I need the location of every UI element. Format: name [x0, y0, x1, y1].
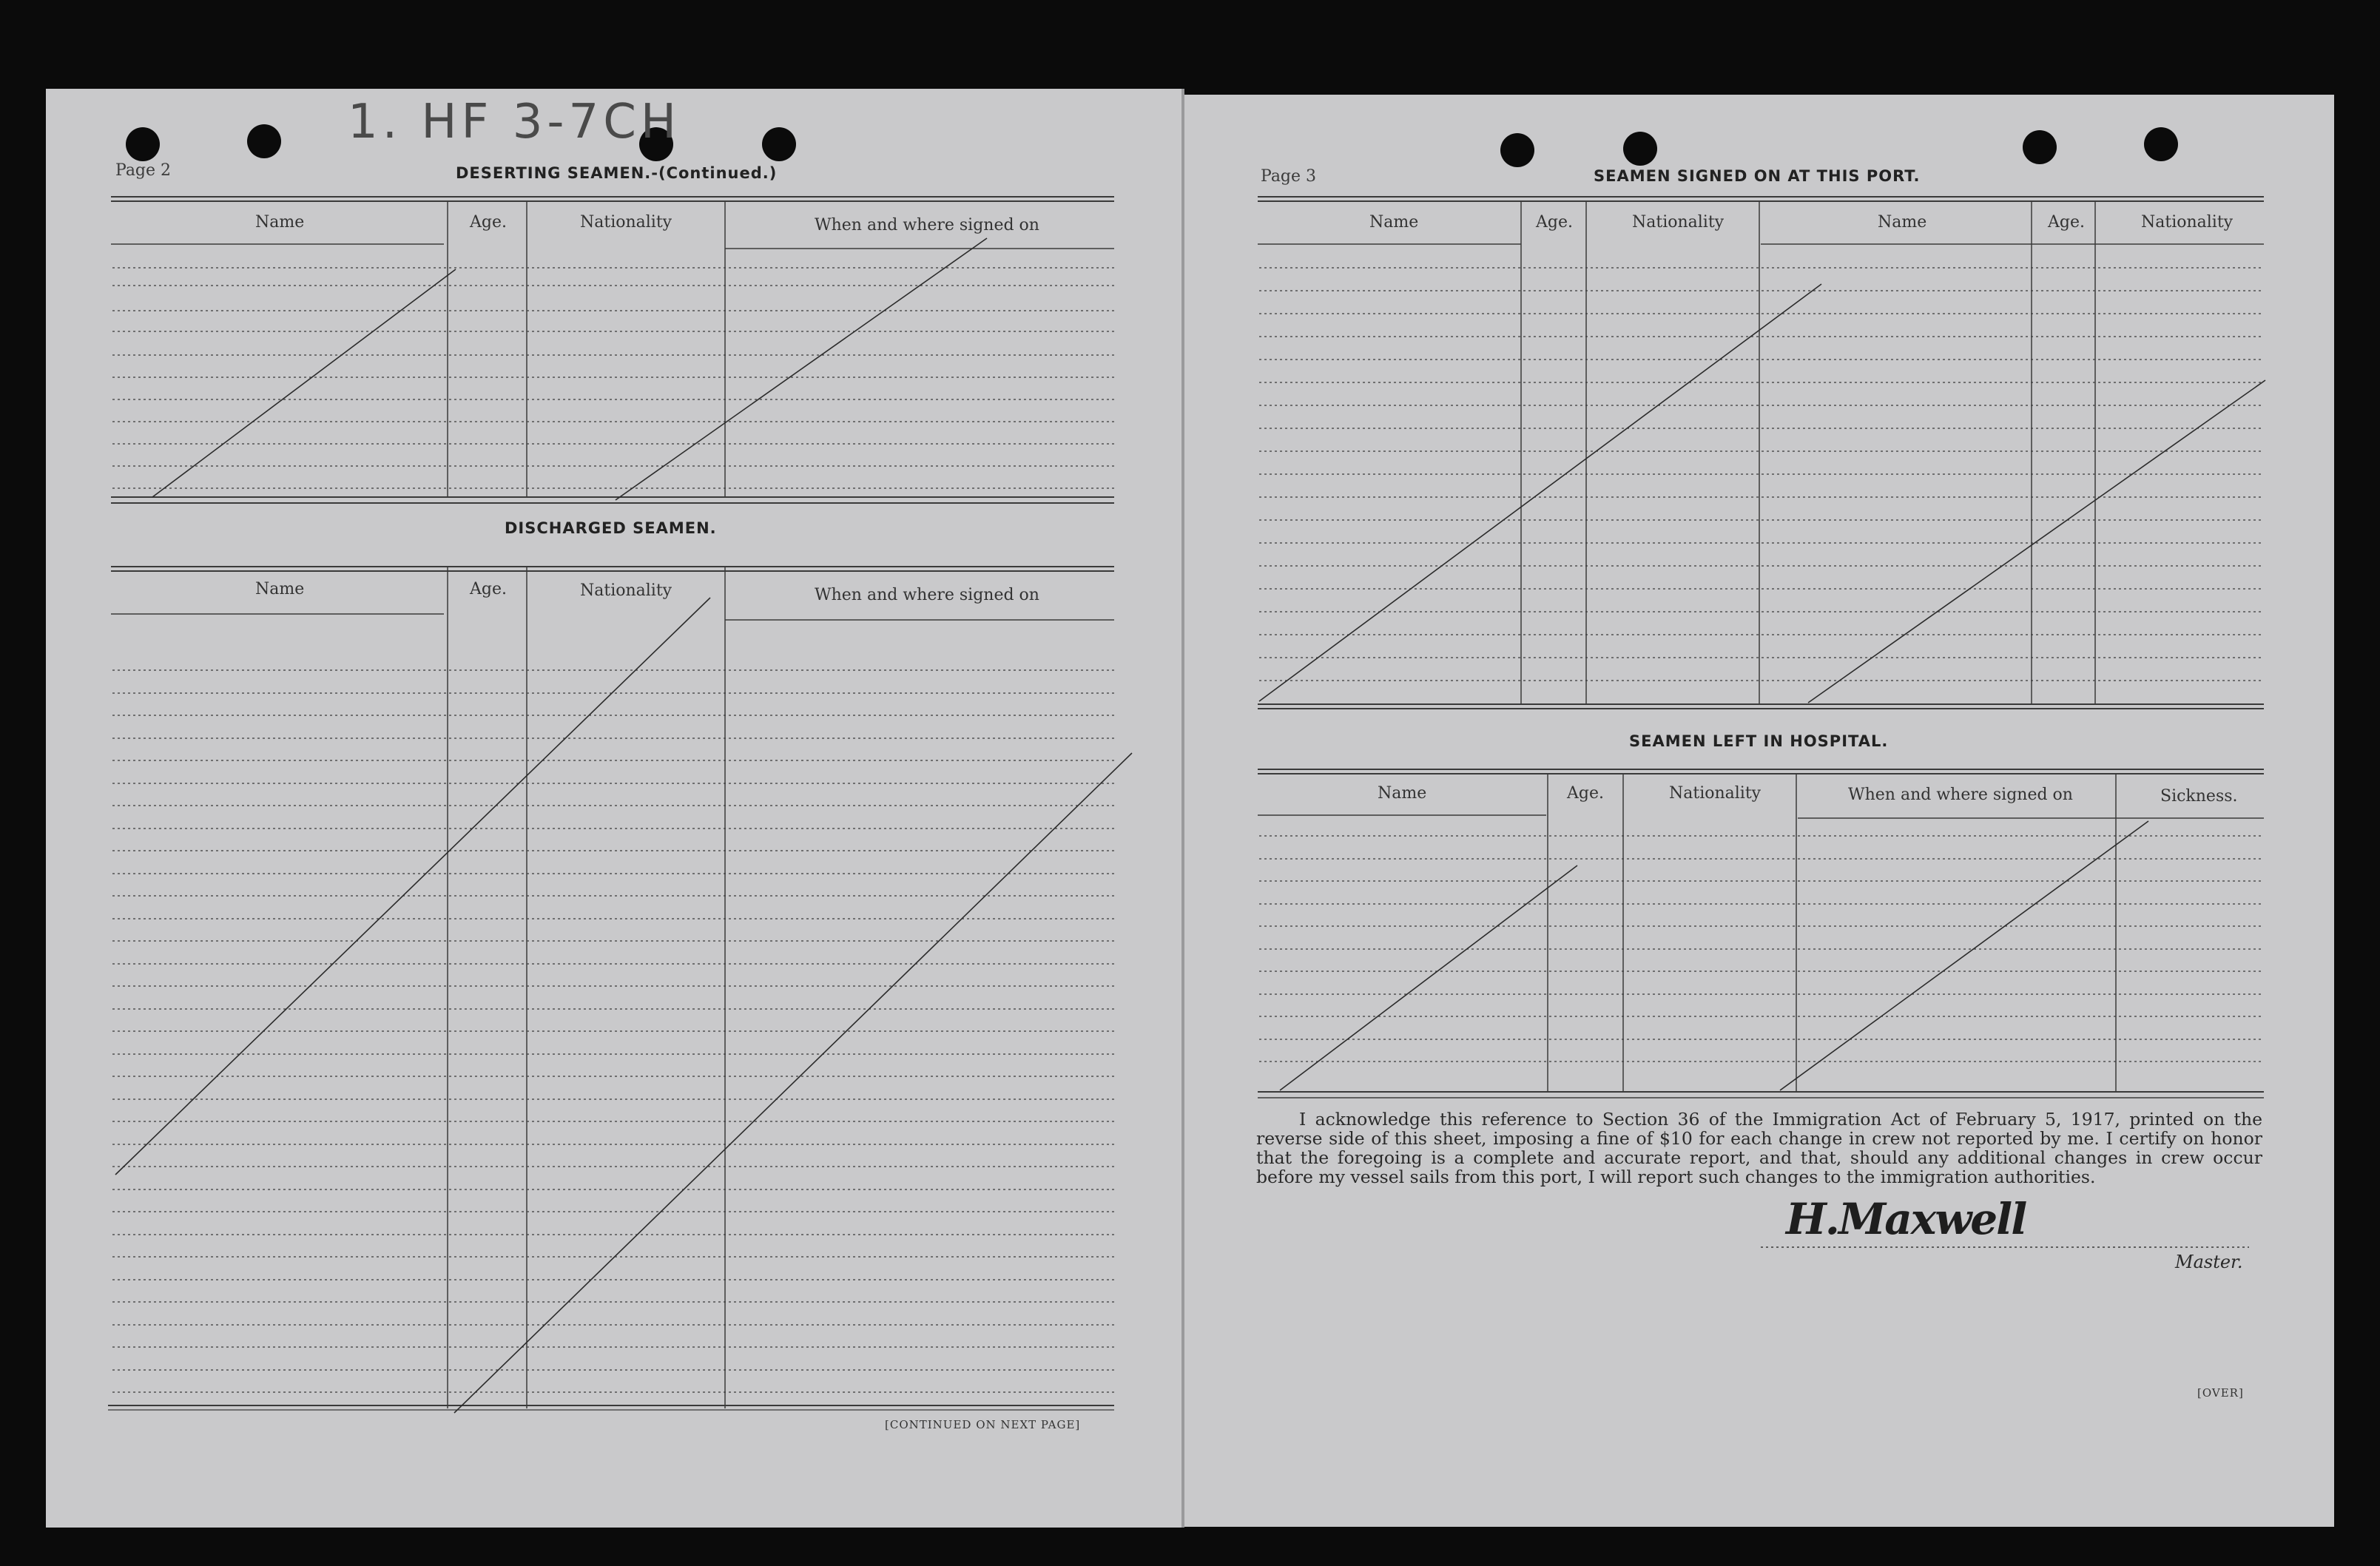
- master-signature: H.Maxwell: [1786, 1194, 2026, 1244]
- column-header-nationality: Nationality: [2141, 213, 2234, 232]
- strike-line: [1280, 865, 1577, 1090]
- column-header-sickness: Sickness.: [2160, 787, 2238, 806]
- column-header-age: Age.: [470, 213, 507, 232]
- column-header-signed-on: When and where signed on: [815, 216, 1039, 234]
- master-label: Master.: [2175, 1252, 2243, 1272]
- column-header-name: Name: [1878, 213, 1927, 232]
- column-header-signed-on: When and where signed on: [815, 586, 1039, 604]
- continued-note: [CONTINUED ON NEXT PAGE]: [885, 1418, 1081, 1431]
- column-header-name: Name: [1369, 213, 1419, 232]
- deserting-title: DESERTING SEAMEN.-(Continued.): [456, 164, 778, 182]
- column-header-nationality: Nationality: [580, 581, 672, 600]
- column-header-nationality: Nationality: [1669, 784, 1762, 803]
- hospital-title: SEAMEN LEFT IN HOSPITAL.: [1629, 732, 1889, 750]
- acknowledgement-paragraph: I acknowledge this reference to Section 36 of the Immigration Act of February 5, 1917, printed on the reverse side of this sheet, imposing a fine of $10 for each change in crew not reported by me. I certify on honor that the foregoing is a complete and accurate report, and that, should any additional changes in crew occur before my vessel sails from this port, I will report such changes to the immigration authorities.: [1256, 1109, 2262, 1187]
- strike-line: [1259, 284, 1821, 701]
- strike-line: [1780, 821, 2148, 1090]
- column-header-age: Age.: [1567, 784, 1604, 803]
- column-header-age: Age.: [470, 580, 507, 598]
- strike-line: [115, 598, 710, 1175]
- column-header-name: Name: [255, 580, 305, 598]
- pencil-annotation: 1. HF 3-7CH: [348, 95, 681, 149]
- column-header-nationality: Nationality: [1632, 213, 1725, 232]
- strike-line: [616, 238, 987, 500]
- column-header-age: Age.: [2048, 213, 2085, 232]
- column-header-name: Name: [255, 213, 305, 232]
- page-number: Page 3: [1261, 167, 1317, 186]
- over-note: [OVER]: [2197, 1386, 2244, 1400]
- page-number: Page 2: [115, 161, 172, 180]
- column-header-signed-on: When and where signed on: [1848, 786, 2073, 804]
- column-header-age: Age.: [1536, 213, 1573, 232]
- column-header-name: Name: [1378, 784, 1427, 803]
- strike-line: [454, 753, 1132, 1413]
- strike-line: [152, 269, 456, 497]
- discharged-title: DISCHARGED SEAMEN.: [505, 519, 717, 537]
- signed-on-title: SEAMEN SIGNED ON AT THIS PORT.: [1594, 167, 1921, 185]
- column-header-nationality: Nationality: [580, 213, 672, 232]
